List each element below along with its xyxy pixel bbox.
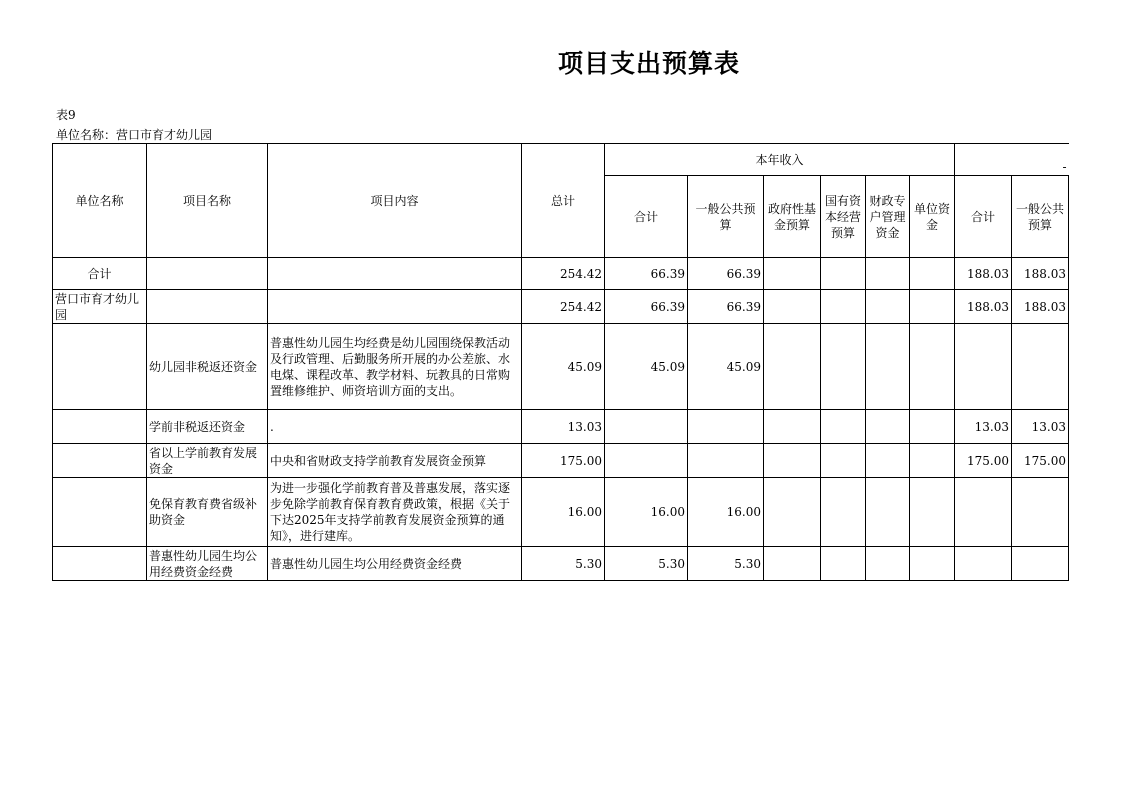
page-title: 项目支出预算表 — [558, 49, 741, 78]
cell-state-capital — [821, 547, 866, 581]
cell-total: 254.42 — [522, 290, 605, 324]
cell-unit-funds — [910, 290, 955, 324]
cell-gov-fund — [764, 324, 821, 410]
cell-content — [268, 258, 522, 290]
cell-sum-2 — [955, 324, 1012, 410]
unit-name-line: 单位名称：营口市育才幼儿园 — [56, 128, 213, 142]
header-row-1 — [53, 144, 1069, 176]
cell-unit — [53, 444, 147, 478]
cell-project — [147, 290, 268, 324]
header-general-public-budget: 一般公共预算 — [688, 176, 764, 258]
cell-gov-fund — [764, 258, 821, 290]
cell-state-capital — [821, 324, 866, 410]
table-row — [53, 290, 1069, 324]
cell-project: 免保育教育费省级补助资金 — [147, 478, 268, 547]
cell-sum: 5.30 — [605, 547, 688, 581]
cell-sum — [605, 444, 688, 478]
cell-fiscal-account — [866, 258, 910, 290]
cell-general-public-2: 175.00 — [1012, 444, 1069, 478]
cell-sum: 66.39 — [605, 290, 688, 324]
cell-content: . — [268, 410, 522, 444]
cell-unit-funds — [910, 410, 955, 444]
header-state-capital-budget: 国有资本经营预算 — [821, 176, 866, 258]
cell-fiscal-account — [866, 410, 910, 444]
cell-project: 学前非税返还资金 — [147, 410, 268, 444]
header-this-year-income: 本年收入 — [605, 144, 955, 176]
cell-gov-fund — [764, 547, 821, 581]
table-row — [53, 547, 1069, 581]
header-fiscal-account-funds: 财政专户管理资金 — [866, 176, 910, 258]
cell-sum — [605, 410, 688, 444]
cell-unit-funds — [910, 324, 955, 410]
table-row — [53, 324, 1069, 410]
cell-general-public: 45.09 — [688, 324, 764, 410]
header-gov-fund-budget: 政府性基金预算 — [764, 176, 821, 258]
cell-general-public-2 — [1012, 547, 1069, 581]
cell-fiscal-account — [866, 444, 910, 478]
cell-state-capital — [821, 478, 866, 547]
cell-content: 为进一步强化学前教育普及普惠发展，落实逐步免除学前教育保育教育费政策，根据《关于下达2025年支持学前教育发展资金预算的通知》，进行建库。 — [268, 478, 522, 547]
budget-table-container — [52, 143, 1069, 584]
header-project-name: 项目名称 — [147, 144, 268, 258]
cell-unit — [53, 478, 147, 547]
header-next-group: - — [955, 144, 1069, 176]
cell-general-public: 5.30 — [688, 547, 764, 581]
cell-total: 13.03 — [522, 410, 605, 444]
cell-content: 中央和省财政支持学前教育发展资金预算 — [268, 444, 522, 478]
cell-project: 幼儿园非税返还资金 — [147, 324, 268, 410]
cell-unit — [53, 410, 147, 444]
cell-unit-funds — [910, 444, 955, 478]
cell-sum-2 — [955, 547, 1012, 581]
cell-sum-2: 13.03 — [955, 410, 1012, 444]
cell-general-public-2 — [1012, 324, 1069, 410]
cell-total: 175.00 — [522, 444, 605, 478]
cell-state-capital — [821, 444, 866, 478]
cell-fiscal-account — [866, 547, 910, 581]
cell-general-public-2 — [1012, 478, 1069, 547]
header-unit-funds: 单位资金 — [910, 176, 955, 258]
cell-unit: 营口市育才幼儿园 — [53, 290, 147, 324]
header-subtotal: 合计 — [605, 176, 688, 258]
header-unit-name: 单位名称 — [53, 144, 147, 258]
table-row — [53, 410, 1069, 444]
cell-sum-2: 188.03 — [955, 290, 1012, 324]
header-project-content: 项目内容 — [268, 144, 522, 258]
cell-content: 普惠性幼儿园生均经费是幼儿园围绕保教活动及行政管理、后勤服务所开展的办公差旅、水电煤、课程改革、教学材料、玩教具的日常购置维修维护、师资培训方面的支出。 — [268, 324, 522, 410]
cell-total: 254.42 — [522, 258, 605, 290]
cell-sum-2: 175.00 — [955, 444, 1012, 478]
header-total: 总计 — [522, 144, 605, 258]
cell-fiscal-account — [866, 478, 910, 547]
table-number: 表9 — [56, 108, 76, 122]
cell-general-public-2: 188.03 — [1012, 258, 1069, 290]
cell-general-public — [688, 410, 764, 444]
cell-sum-2 — [955, 478, 1012, 547]
cell-content: 普惠性幼儿园生均公用经费资金经费 — [268, 547, 522, 581]
cell-unit-funds — [910, 258, 955, 290]
cell-project — [147, 258, 268, 290]
cell-general-public: 66.39 — [688, 258, 764, 290]
cell-state-capital — [821, 290, 866, 324]
cell-gov-fund — [764, 410, 821, 444]
cell-fiscal-account — [866, 290, 910, 324]
table-row — [53, 478, 1069, 547]
cell-total: 45.09 — [522, 324, 605, 410]
cell-unit: 合计 — [53, 258, 147, 290]
cell-sum: 45.09 — [605, 324, 688, 410]
cell-sum: 66.39 — [605, 258, 688, 290]
budget-table — [52, 143, 1069, 581]
cell-general-public — [688, 444, 764, 478]
header-general-public-budget-2: 一般公共预算 — [1012, 176, 1069, 258]
cell-unit-funds — [910, 547, 955, 581]
cell-gov-fund — [764, 478, 821, 547]
cell-project: 省以上学前教育发展资金 — [147, 444, 268, 478]
cell-fiscal-account — [866, 324, 910, 410]
cell-state-capital — [821, 258, 866, 290]
cell-sum: 16.00 — [605, 478, 688, 547]
cell-unit — [53, 547, 147, 581]
cell-project: 普惠性幼儿园生均公用经费资金经费 — [147, 547, 268, 581]
cell-gov-fund — [764, 444, 821, 478]
cell-state-capital — [821, 410, 866, 444]
table-row — [53, 258, 1069, 290]
header-subtotal-2: 合计 — [955, 176, 1012, 258]
cell-content — [268, 290, 522, 324]
cell-total: 5.30 — [522, 547, 605, 581]
cell-total: 16.00 — [522, 478, 605, 547]
cell-sum-2: 188.03 — [955, 258, 1012, 290]
cell-general-public: 66.39 — [688, 290, 764, 324]
cell-unit-funds — [910, 478, 955, 547]
table-row — [53, 444, 1069, 478]
cell-general-public: 16.00 — [688, 478, 764, 547]
cell-general-public-2: 188.03 — [1012, 290, 1069, 324]
cell-general-public-2: 13.03 — [1012, 410, 1069, 444]
cell-gov-fund — [764, 290, 821, 324]
cell-unit — [53, 324, 147, 410]
